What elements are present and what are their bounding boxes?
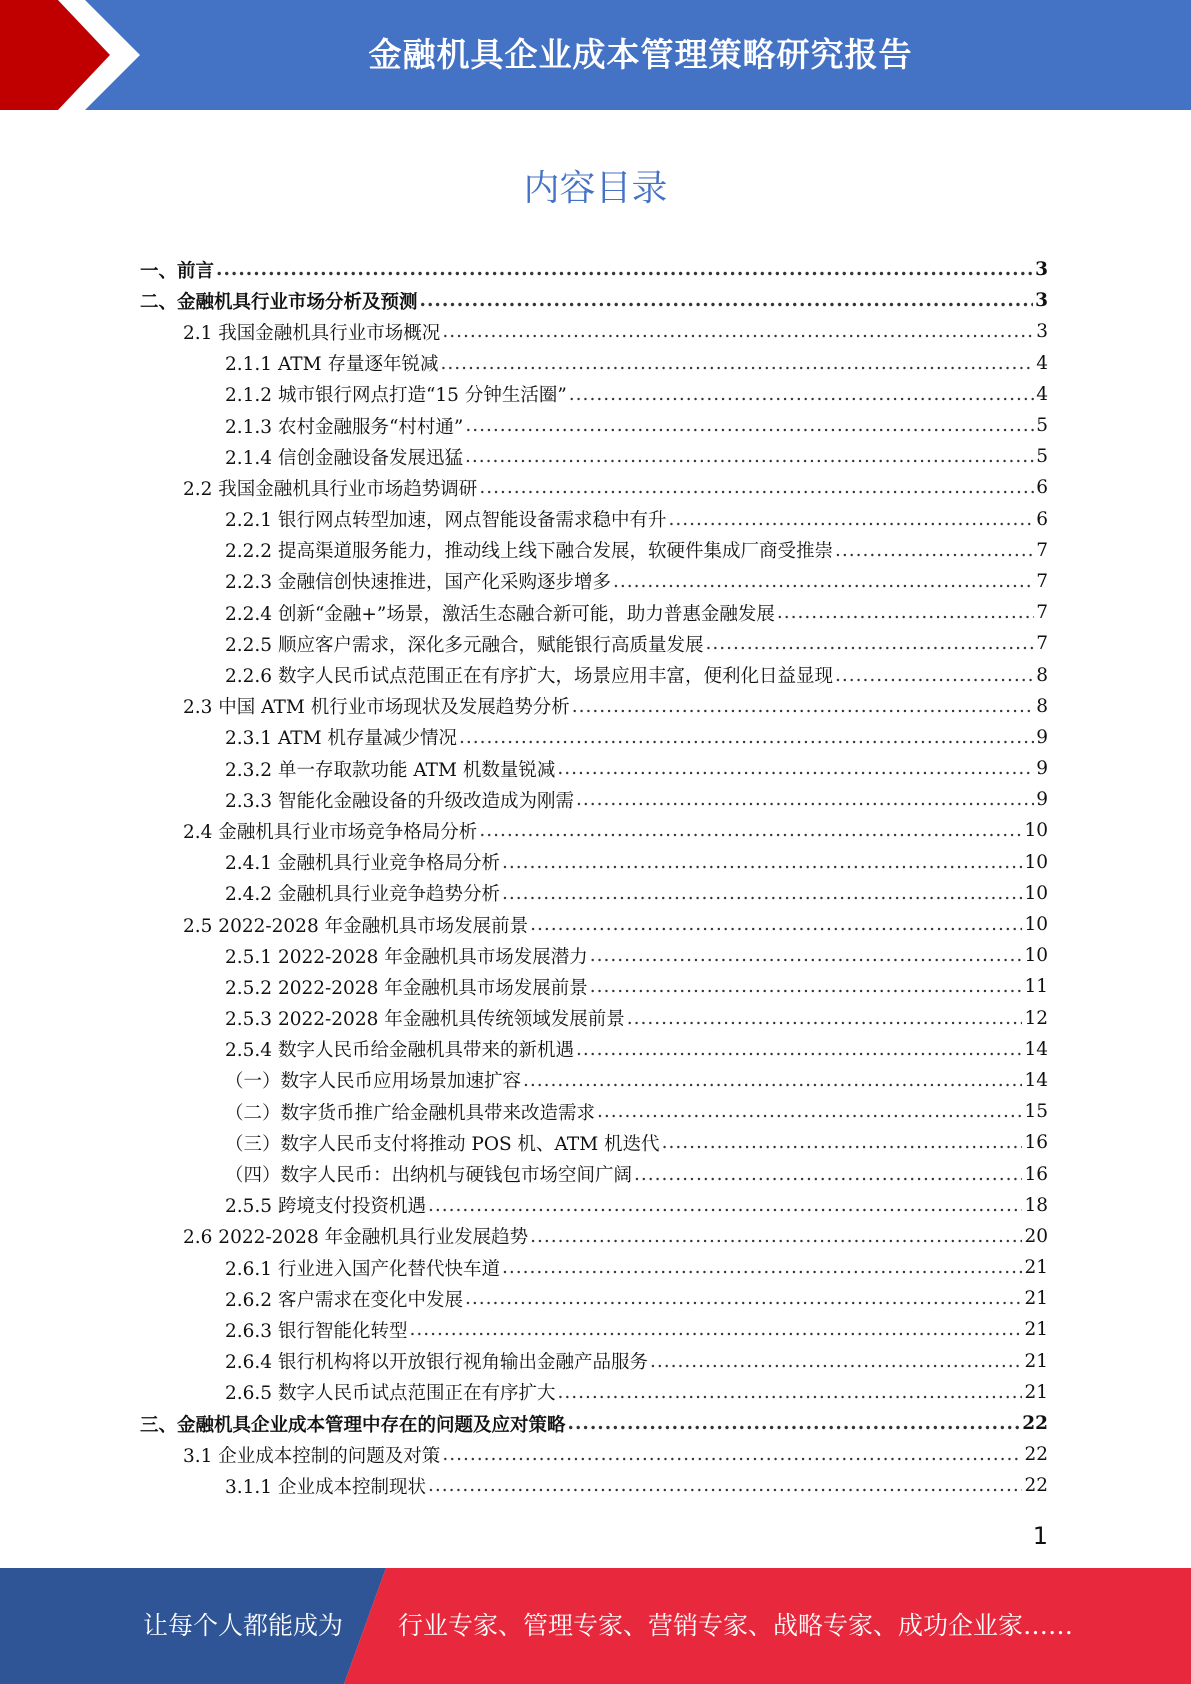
toc-entry[interactable] xyxy=(140,379,1048,410)
toc-leader-dots xyxy=(409,1319,1022,1340)
toc-entry[interactable] xyxy=(140,566,1048,597)
toc-leader-dots xyxy=(662,1132,1023,1153)
toc-leader-dots xyxy=(440,353,1034,374)
toc-entry[interactable] xyxy=(140,971,1048,1002)
toc-leader-dots xyxy=(590,945,1023,966)
toc-entry-page: 10 xyxy=(1024,882,1048,904)
toc-entry-text: 一、前言 xyxy=(140,260,215,282)
toc-entry-page: 22 xyxy=(1024,1444,1048,1466)
toc-entry-text: 2.3.1 ATM 机存量减少情况 xyxy=(225,728,457,750)
toc-entry-text: 2.2.1 银行网点转型加速，网点智能设备需求稳中有升 xyxy=(225,510,667,532)
toc-leader-dots xyxy=(502,883,1022,904)
toc-leader-dots xyxy=(465,446,1034,467)
toc-entry[interactable] xyxy=(140,410,1048,441)
toc-leader-dots xyxy=(479,820,1022,841)
toc-entry[interactable] xyxy=(140,1065,1048,1096)
toc-entry-text: 3.1.1 企业成本控制现状 xyxy=(225,1476,426,1498)
toc-leader-dots xyxy=(465,415,1034,436)
toc-entry-text: 2.6.1 行业进入国产化替代快车道 xyxy=(225,1258,500,1280)
toc-leader-dots xyxy=(634,1164,1022,1185)
toc-entry-page: 9 xyxy=(1036,789,1048,811)
toc-entry-page: 3 xyxy=(1035,259,1048,281)
toc-entry-page: 14 xyxy=(1024,1069,1048,1091)
toc-entry-page: 4 xyxy=(1036,383,1048,405)
toc-entry-text: 2.4.2 金融机具行业竞争趋势分析 xyxy=(225,884,500,906)
toc-entry[interactable] xyxy=(140,441,1048,472)
toc-entry-page: 21 xyxy=(1024,1319,1048,1341)
toc-entry-page: 7 xyxy=(1036,602,1048,624)
toc-entry-page: 16 xyxy=(1024,1163,1048,1185)
toc-leader-dots xyxy=(502,1257,1022,1278)
toc-leader-dots xyxy=(502,852,1022,873)
toc-leader-dots xyxy=(569,384,1034,405)
toc-leader-dots xyxy=(613,571,1034,592)
toc-leader-dots xyxy=(568,1413,1021,1434)
toc-leader-dots xyxy=(835,665,1034,686)
toc-entry-page: 14 xyxy=(1024,1038,1048,1060)
toc-entry-text: 2.2.3 金融信创快速推进，国产化采购逐步增多 xyxy=(225,572,611,594)
toc-entry[interactable] xyxy=(140,472,1048,503)
toc-entry-page: 18 xyxy=(1024,1194,1048,1216)
toc-entry-text: 2.4 金融机具行业市场竞争格局分析 xyxy=(183,821,478,843)
toc-leader-dots xyxy=(479,477,1034,498)
toc-entry[interactable] xyxy=(140,1439,1048,1470)
toc-entry[interactable] xyxy=(140,1190,1048,1221)
toc-entry[interactable] xyxy=(140,815,1048,846)
toc-entry[interactable] xyxy=(140,1096,1048,1127)
page-number: 1 xyxy=(1032,1522,1048,1550)
toc-entry-text: 2.6 2022-2028 年金融机具行业发展趋势 xyxy=(183,1227,529,1249)
toc-leader-dots xyxy=(530,1226,1022,1247)
toc-entry-text: 2.3.3 智能化金融设备的升级改造成为刚需 xyxy=(225,790,574,812)
toc-entry[interactable] xyxy=(140,1408,1048,1439)
toc-leader-dots xyxy=(557,758,1034,779)
toc-entry-text: 3.1 企业成本控制的问题及对策 xyxy=(183,1445,441,1467)
toc-entry-text: 2.5.2 2022-2028 年金融机具市场发展前景 xyxy=(225,977,588,999)
toc-entry[interactable] xyxy=(140,1158,1048,1189)
toc-entry[interactable] xyxy=(140,1377,1048,1408)
toc-leader-dots xyxy=(420,290,1034,311)
toc-entry-page: 21 xyxy=(1024,1257,1048,1279)
toc-entry-text: 2.3.2 单一存取款功能 ATM 机数量锐减 xyxy=(225,759,556,781)
toc-entry-text: 2.5.1 2022-2028 年金融机具市场发展潜力 xyxy=(225,946,588,968)
toc-entry[interactable] xyxy=(140,1470,1048,1501)
toc-entry-text: （二）数字货币推广给金融机具带来改造需求 xyxy=(225,1102,596,1124)
toc-entry-text: （一）数字人民币应用场景加速扩容 xyxy=(225,1071,522,1093)
toc-entry[interactable] xyxy=(140,535,1048,566)
toc-leader-dots xyxy=(572,696,1035,717)
toc-entry-page: 10 xyxy=(1024,851,1048,873)
toc-entry-page: 5 xyxy=(1036,415,1048,437)
toc-entry-page: 7 xyxy=(1036,539,1048,561)
toc-entry[interactable] xyxy=(140,597,1048,628)
toc-entry[interactable] xyxy=(140,1252,1048,1283)
toc-entry[interactable] xyxy=(140,1034,1048,1065)
toc-leader-dots xyxy=(597,1101,1022,1122)
toc-entry-page: 4 xyxy=(1036,352,1048,374)
toc-entry-text: 2.2.2 提高渠道服务能力，推动线上线下融合发展，软硬件集成厂商受推崇 xyxy=(225,541,833,563)
toc-entry[interactable] xyxy=(140,1346,1048,1377)
toc-entry-text: （四）数字人民币：出纳机与硬钱包市场空间广阔 xyxy=(225,1165,633,1187)
toc-entry[interactable] xyxy=(140,691,1048,722)
toc-entry[interactable] xyxy=(140,504,1048,535)
toc-entry[interactable] xyxy=(140,753,1048,784)
toc-entry[interactable] xyxy=(140,909,1048,940)
toc-entry-text: 2.5.3 2022-2028 年金融机具传统领域发展前景 xyxy=(225,1009,625,1031)
footer-slogan-right: 行业专家、管理专家、营销专家、战略专家、成功企业家…… xyxy=(398,1611,1074,1640)
toc-entry-text: 2.1.3 农村金融服务“村村通” xyxy=(225,416,464,438)
toc-leader-dots xyxy=(216,259,1033,280)
page-header xyxy=(0,0,1191,110)
toc-entry-page: 21 xyxy=(1024,1381,1048,1403)
toc-entry-text: 2.6.4 银行机构将以开放银行视角输出金融产品服务 xyxy=(225,1352,648,1374)
toc-leader-dots xyxy=(530,914,1022,935)
toc-entry[interactable] xyxy=(140,254,1048,285)
toc-leader-dots xyxy=(523,1070,1022,1091)
toc-leader-dots xyxy=(668,509,1034,530)
toc-entry-page: 15 xyxy=(1024,1101,1048,1123)
report-title: 金融机具企业成本管理策略研究报告 xyxy=(368,35,913,74)
toc-entry-page: 12 xyxy=(1024,1007,1048,1029)
toc-leader-dots xyxy=(428,1475,1022,1496)
toc-entry-page: 3 xyxy=(1035,290,1048,312)
table-of-contents xyxy=(140,254,1048,1502)
toc-leader-dots xyxy=(442,321,1034,342)
toc-entry-text: 2.6.2 客户需求在变化中发展 xyxy=(225,1289,463,1311)
toc-entry-text: 2.3 中国 ATM 机行业市场现状及发展趋势分析 xyxy=(183,697,570,719)
toc-entry[interactable] xyxy=(140,316,1048,347)
toc-entry-text: 2.2.6 数字人民币试点范围正在有序扩大，场景应用丰富，便利化日益显现 xyxy=(225,666,833,688)
toc-entry-page: 16 xyxy=(1024,1132,1048,1154)
toc-entry-text: 2.1 我国金融机具行业市场概况 xyxy=(183,322,441,344)
toc-entry-page: 9 xyxy=(1036,726,1048,748)
toc-entry[interactable] xyxy=(140,1003,1048,1034)
toc-leader-dots xyxy=(465,1288,1022,1309)
toc-entry[interactable] xyxy=(140,285,1048,316)
toc-entry[interactable] xyxy=(140,784,1048,815)
toc-entry[interactable] xyxy=(140,1314,1048,1345)
toc-entry-page: 21 xyxy=(1024,1288,1048,1310)
toc-entry-text: 2.2.4 创新“金融+”场景，激活生态融合新可能，助力普惠金融发展 xyxy=(225,603,775,625)
toc-entry-text: 2.2 我国金融机具行业市场趋势调研 xyxy=(183,478,478,500)
toc-leader-dots xyxy=(576,789,1034,810)
toc-leader-dots xyxy=(576,1039,1022,1060)
toc-leader-dots xyxy=(650,1351,1022,1372)
toc-entry[interactable] xyxy=(140,628,1048,659)
toc-entry-page: 22 xyxy=(1022,1413,1048,1435)
toc-entry-page: 7 xyxy=(1036,570,1048,592)
toc-entry-page: 8 xyxy=(1036,695,1048,717)
toc-entry-text: 2.4.1 金融机具行业竞争格局分析 xyxy=(225,853,500,875)
footer-slogan-left: 让每个人都能成为 xyxy=(143,1611,344,1640)
toc-entry[interactable] xyxy=(140,722,1048,753)
toc-entry-text: 2.5 2022-2028 年金融机具市场发展前景 xyxy=(183,915,529,937)
toc-entry[interactable] xyxy=(140,878,1048,909)
toc-entry[interactable] xyxy=(140,1127,1048,1158)
toc-entry-page: 6 xyxy=(1036,508,1048,530)
toc-entry-page: 10 xyxy=(1024,914,1048,936)
toc-entry[interactable] xyxy=(140,940,1048,971)
toc-entry-text: 2.6.3 银行智能化转型 xyxy=(225,1320,408,1342)
toc-entry-text: 2.2.5 顺应客户需求，深化多元融合，赋能银行高质量发展 xyxy=(225,634,704,656)
toc-entry-page: 3 xyxy=(1036,321,1048,343)
toc-entry-text: 2.1.1 ATM 存量逐年锐减 xyxy=(225,354,439,376)
toc-entry-text: 2.6.5 数字人民币试点范围正在有序扩大 xyxy=(225,1383,556,1405)
toc-leader-dots xyxy=(777,602,1034,623)
toc-heading: 内容目录 xyxy=(523,168,668,209)
toc-entry-text: 三、金融机具企业成本管理中存在的问题及应对策略 xyxy=(140,1414,566,1436)
toc-leader-dots xyxy=(705,633,1034,654)
toc-leader-dots xyxy=(442,1444,1022,1465)
toc-entry-text: 二、金融机具行业市场分析及预测 xyxy=(140,291,418,313)
toc-entry-page: 5 xyxy=(1036,446,1048,468)
toc-entry-page: 7 xyxy=(1036,633,1048,655)
toc-entry-page: 22 xyxy=(1024,1475,1048,1497)
toc-entry-page: 6 xyxy=(1036,477,1048,499)
chevron-arrow-icon xyxy=(0,0,160,110)
toc-entry-page: 8 xyxy=(1036,664,1048,686)
toc-entry-text: （三）数字人民币支付将推动 POS 机、ATM 机迭代 xyxy=(225,1133,660,1155)
toc-leader-dots xyxy=(459,727,1034,748)
toc-leader-dots xyxy=(428,1195,1022,1216)
toc-entry-text: 2.5.4 数字人民币给金融机具带来的新机遇 xyxy=(225,1040,574,1062)
page-footer xyxy=(0,1568,1191,1684)
toc-entry-page: 10 xyxy=(1024,820,1048,842)
toc-entry-text: 2.1.4 信创金融设备发展迅猛 xyxy=(225,447,463,469)
toc-leader-dots xyxy=(590,976,1023,997)
toc-entry[interactable] xyxy=(140,659,1048,690)
toc-entry[interactable] xyxy=(140,847,1048,878)
toc-leader-dots xyxy=(627,1008,1023,1029)
toc-entry-page: 9 xyxy=(1036,758,1048,780)
toc-entry-page: 10 xyxy=(1024,945,1048,967)
toc-entry[interactable] xyxy=(140,348,1048,379)
toc-entry-page: 20 xyxy=(1024,1225,1048,1247)
toc-entry-text: 2.5.5 跨境支付投资机遇 xyxy=(225,1196,426,1218)
toc-entry[interactable] xyxy=(140,1283,1048,1314)
toc-leader-dots xyxy=(557,1382,1022,1403)
toc-entry[interactable] xyxy=(140,1221,1048,1252)
toc-entry-text: 2.1.2 城市银行网点打造“15 分钟生活圈” xyxy=(225,385,567,407)
toc-entry-page: 21 xyxy=(1024,1350,1048,1372)
toc-leader-dots xyxy=(835,540,1034,561)
toc-entry-page: 11 xyxy=(1024,976,1048,998)
